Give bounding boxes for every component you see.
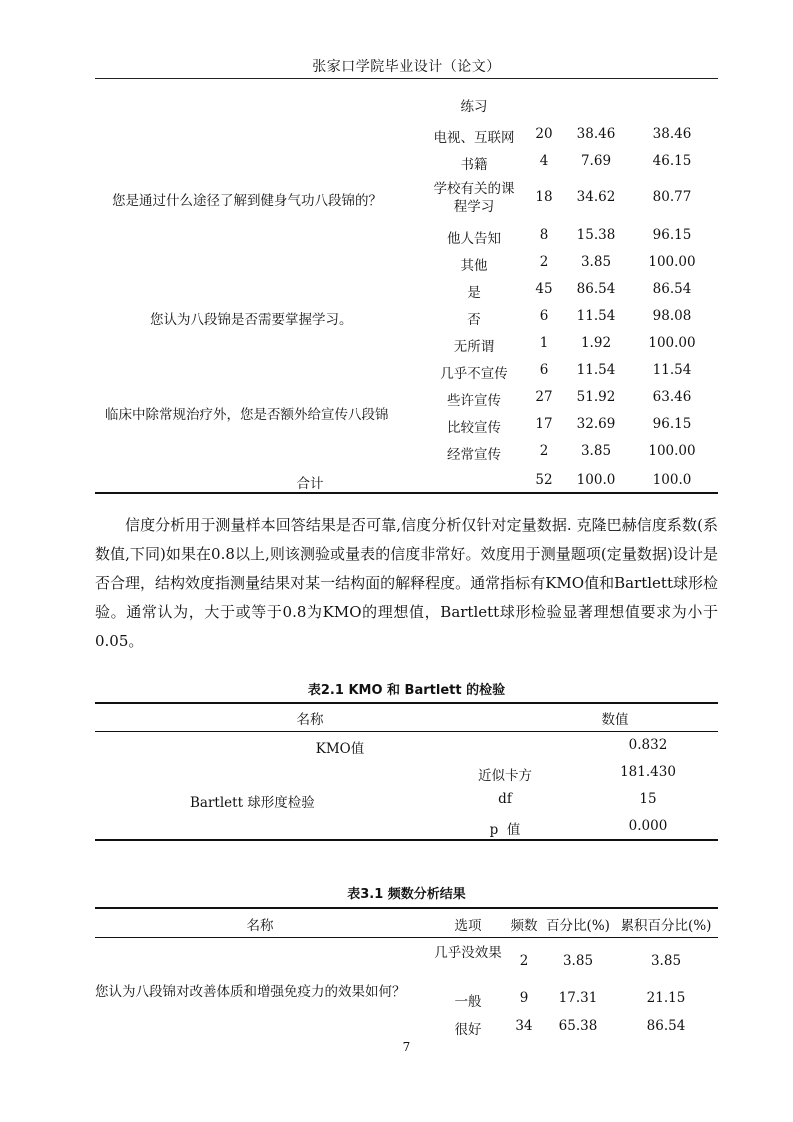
option-cell: 经常宣传 (447, 447, 501, 463)
body-paragraph (95, 511, 718, 656)
percent-cell: 11.54 (576, 362, 616, 378)
total-label: 合计 (296, 476, 324, 492)
percent-cell: 51.92 (576, 389, 616, 405)
count-cell: 27 (535, 389, 553, 405)
question-cell: 临床中除常规治疗外，您是否额外给宣传八段锦 (105, 407, 389, 423)
header-count: 频数 (510, 918, 538, 934)
percent-cell: 17.31 (558, 990, 598, 1006)
table-bottom-rule (95, 492, 718, 494)
percent-cell: 15.38 (576, 227, 616, 243)
bartlett-stat-label: p 值 (489, 822, 521, 838)
option-cell: 电视、互联网 (433, 130, 515, 146)
cumulative-cell: 3.85 (650, 953, 682, 969)
question-cell: 您是通过什么途径了解到健身气功八段锦的？ (112, 193, 382, 209)
percent-cell: 34.62 (576, 189, 616, 205)
cumulative-cell: 100.00 (648, 443, 696, 459)
percent-cell: 3.85 (580, 254, 612, 270)
bartlett-stat-value: 181.430 (620, 764, 676, 780)
question-cell: 您认为八段锦对改善体质和增强免疫力的效果如何？ (95, 984, 406, 1000)
cumulative-cell: 96.15 (652, 227, 692, 243)
cumulative-cell: 98.08 (652, 308, 692, 324)
total-count: 52 (535, 472, 553, 488)
cumulative-cell: 46.15 (652, 153, 692, 169)
header-option: 选项 (454, 918, 482, 934)
bartlett-stat-label: 近似卡方 (478, 768, 532, 784)
table-top-rule (95, 702, 718, 704)
cumulative-cell: 86.54 (652, 281, 692, 297)
kmo-label: KMO值 (315, 741, 365, 757)
cumulative-cell: 100.00 (648, 335, 696, 351)
cumulative-cell: 38.46 (652, 126, 692, 142)
option-cell: 他人告知 (447, 231, 501, 247)
question-cell: 您认为八段锦是否需要掌握学习。 (150, 312, 353, 328)
paragraph-text: 信度分析用于测量样本回答结果是否可靠,信度分析仅针对定量数据. 克隆巴赫信度系数(系数值,下同)如果在0.8以上,则该测验或量表的信度非常好。效度用于测量题项(定量数据)设计是否合理，结构效度指测量结果对某一结构面的解释程度。通常指标有KMO值和Bartlett球形检验。通常认为，大于或等于0.8为KMO的理想值，Bartlett球形检验显著理想值要求为小于0.05。 (95, 516, 718, 650)
option-cell: 些许宣传 (447, 393, 501, 409)
option-cell: 比较宣传 (447, 420, 501, 436)
count-cell: 2 (539, 443, 549, 459)
cumulative-cell: 63.46 (652, 389, 692, 405)
count-cell: 8 (539, 227, 549, 243)
count-cell: 9 (519, 990, 529, 1006)
count-cell: 6 (539, 362, 549, 378)
table-2-1-caption: 表2.1 KMO 和 Bartlett 的检验 (307, 683, 506, 698)
kmo-value: 0.832 (628, 737, 668, 753)
bartlett-stat-value: 15 (639, 791, 657, 807)
percent-cell: 1.92 (580, 335, 612, 351)
cumulative-cell: 86.54 (646, 1018, 686, 1034)
option-cell: 一般 (454, 994, 482, 1010)
header-cumulative: 累积百分比(%) (620, 918, 712, 934)
count-cell: 20 (535, 126, 553, 142)
percent-cell: 11.54 (576, 308, 616, 324)
cumulative-cell: 96.15 (652, 416, 692, 432)
table-header-rule (95, 937, 718, 938)
count-cell: 18 (535, 189, 553, 205)
option-cell: 书籍 (460, 157, 488, 173)
page-number: 7 (402, 1040, 411, 1054)
table-header-rule (95, 731, 718, 732)
count-cell: 6 (539, 308, 549, 324)
total-percent: 100.0 (576, 472, 616, 488)
option-cell: 学校有关的课程学习 (433, 181, 515, 215)
cumulative-cell: 80.77 (652, 189, 692, 205)
cumulative-cell: 11.54 (652, 362, 692, 378)
table-3-1-caption: 表3.1 频数分析结果 (347, 887, 466, 902)
option-cell: 很好 (454, 1022, 482, 1038)
percent-cell: 3.85 (562, 953, 594, 969)
percent-cell: 7.69 (580, 153, 612, 169)
header-percent: 百分比(%) (546, 918, 610, 934)
header-name: 名称 (246, 918, 274, 934)
count-cell: 17 (535, 416, 553, 432)
total-cumulative: 100.0 (652, 472, 692, 488)
percent-cell: 38.46 (576, 126, 616, 142)
count-cell: 2 (519, 953, 529, 969)
percent-cell: 3.85 (580, 443, 612, 459)
count-cell: 34 (515, 1018, 533, 1034)
cumulative-cell: 100.00 (648, 254, 696, 270)
cumulative-cell: 21.15 (646, 990, 686, 1006)
bartlett-stat-label: df (498, 791, 512, 807)
bartlett-stat-value: 0.000 (628, 818, 668, 834)
table-bottom-rule (95, 839, 718, 841)
option-cell: 练习 (460, 99, 488, 115)
header-name: 名称 (296, 712, 324, 728)
percent-cell: 32.69 (576, 416, 616, 432)
header-rule (95, 78, 718, 79)
option-cell: 其他 (460, 258, 488, 274)
option-cell: 是 (467, 285, 481, 301)
count-cell: 2 (539, 254, 549, 270)
percent-cell: 86.54 (576, 281, 616, 297)
count-cell: 45 (535, 281, 553, 297)
option-cell: 无所谓 (453, 339, 495, 355)
count-cell: 1 (539, 335, 549, 351)
table-top-rule (95, 907, 718, 909)
page-header: 张家口学院毕业设计（论文） (312, 59, 501, 75)
bartlett-label: Bartlett 球形度检验 (190, 795, 315, 811)
option-cell: 否 (467, 312, 481, 328)
percent-cell: 65.38 (558, 1018, 598, 1034)
header-value: 数值 (601, 712, 629, 728)
option-cell: 几乎不宣传 (440, 366, 508, 382)
count-cell: 4 (539, 153, 549, 169)
option-cell: 几乎没效果 (434, 945, 502, 961)
